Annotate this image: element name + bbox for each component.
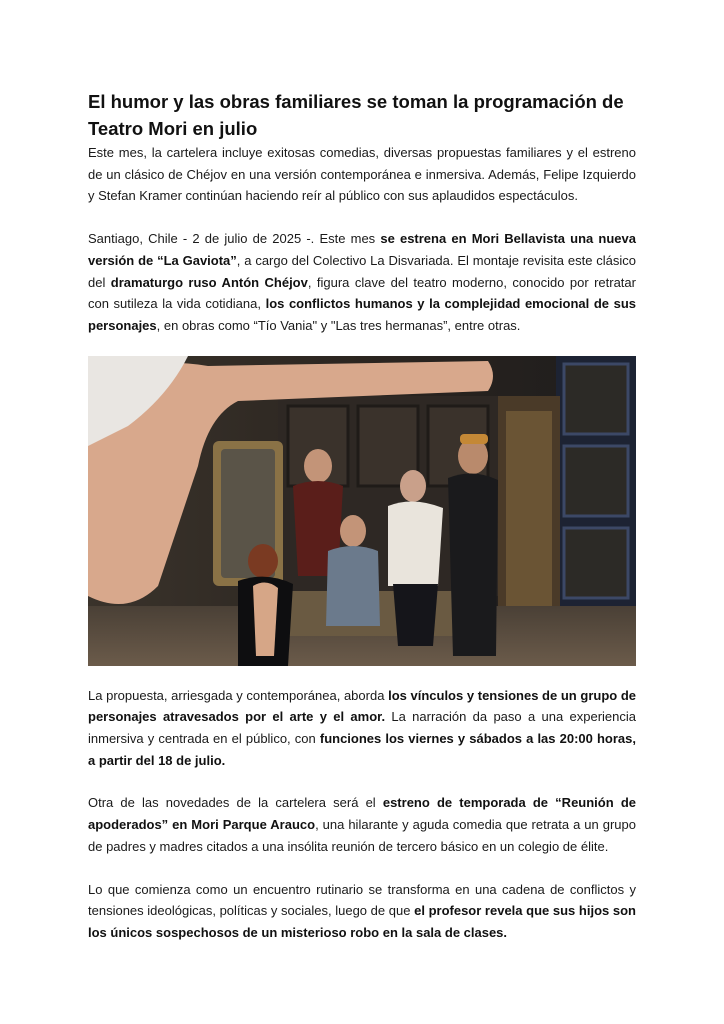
play-photo	[88, 356, 636, 666]
lead-paragraph: Este mes, la cartelera incluye exitosas comedias, diversas propuestas familiares y el estreno de un clásico de Chéjov en una versión contemporánea e inmersiva. Además, Felipe Izquierdo y Stefan Kramer continúan haciendo reír al público con sus aplaudidos espectáculos.	[88, 145, 636, 204]
paragraph-3: Otra de las novedades de la cartelera será el estreno de temporada de “Reunión de apoderados” en Mori Parque Arauco, una hilarante y aguda comedia que retrata a un grupo de padres y madres citados a una insólita reunión de tercero básico en un colegio de élite.	[88, 795, 636, 854]
article-title: El humor y las obras familiares se toman la programación de Teatro Mori en julio	[88, 91, 624, 139]
paragraph-1: Santiago, Chile - 2 de julio de 2025 -. Este mes se estrena en Mori Bellavista una nueva versión de “La Gaviota”, a cargo del Colectivo La Disvariada. El montaje revisita este clásico del dramaturgo ruso Antón Chéjov, figura clave del teatro moderno, conocido por retratar con sutileza la vida cotidiana, los conflictos humanos y la complejidad emocional de sus personajes, en obras como “Tío Vania" y "Las tres hermanas”, entre otras.	[88, 231, 636, 333]
paragraph-2: La propuesta, arriesgada y contemporánea, aborda los vínculos y tensiones de un grupo de personajes atravesados por el arte y el amor. La narración da paso a una experiencia inmersiva y centrada en el público, con funciones los viernes y sábados a las 20:00 horas, a partir del 18 de julio.	[88, 687, 637, 768]
paragraph-4: Lo que comienza como un encuentro rutinario se transforma en una cadena de conflictos y tensiones ideológicas, políticas y sociales, luego de que el profesor revela que sus hijos son los únicos sospechosos de un misterioso robo en la sala de clases.	[88, 881, 637, 940]
article-body	[88, 88, 636, 944]
